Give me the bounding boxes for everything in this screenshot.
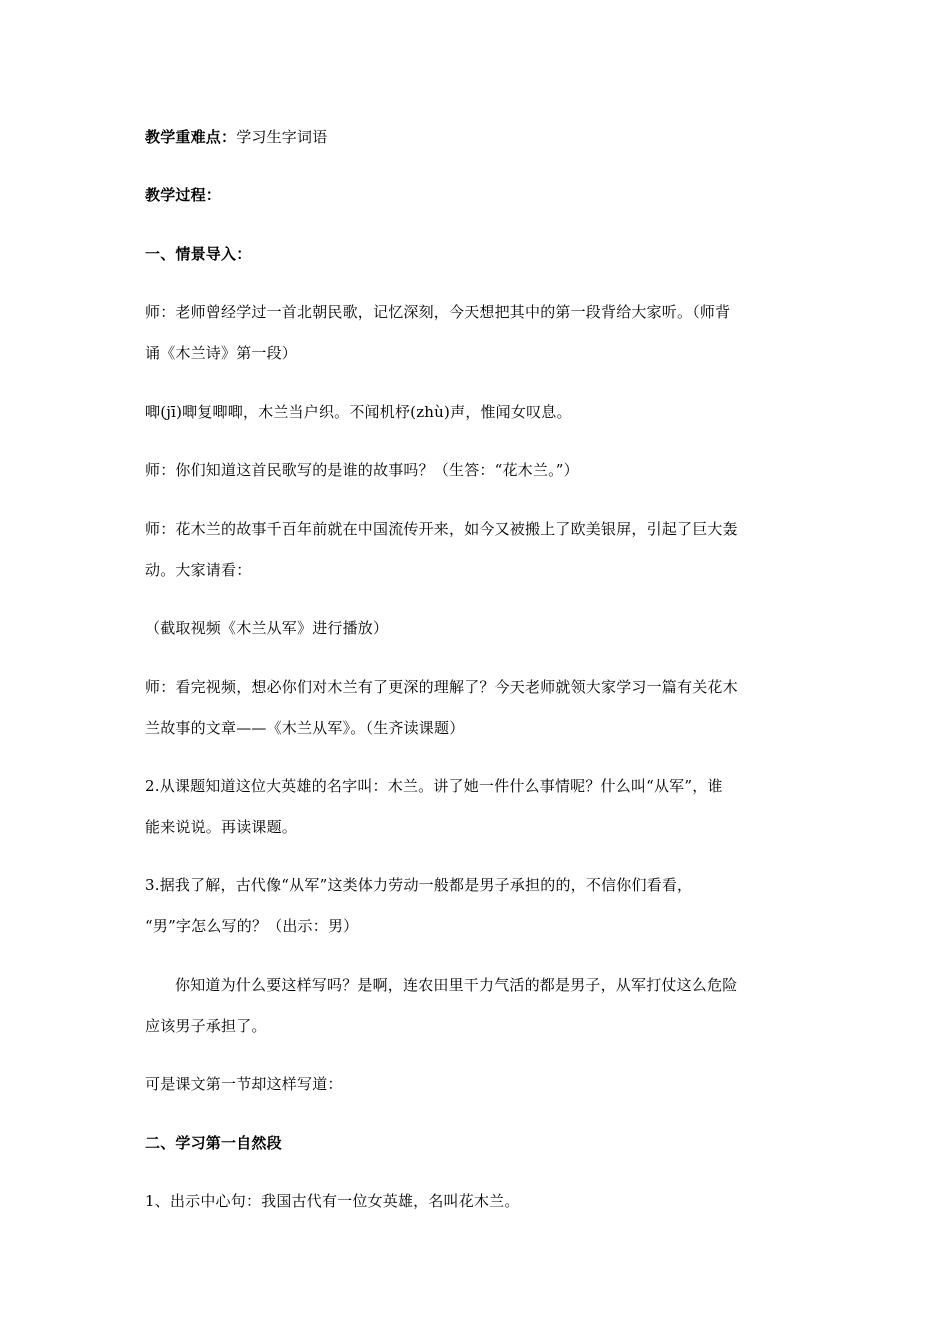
paragraph-7-line-2: “男”字怎么写的？（出示：男） xyxy=(145,917,359,935)
paragraph-8-line-1: 你知道为什么要这样写吗？是啊，连农田里干力气活的都是男子，从军打仗这么危险 xyxy=(175,976,738,994)
paragraph-6-line-1: 2.从课题知道这位大英雄的名字叫：木兰。讲了她一件什么事情呢？什么叫“从军”，谁 xyxy=(145,777,723,795)
paragraph-1-line-2: 诵《木兰诗》第一段） xyxy=(145,344,298,362)
key-points-label: 教学重难点： xyxy=(145,128,237,146)
paragraph-8-line-2: 应该男子承担了。 xyxy=(145,1017,267,1035)
paragraph-9: 可是课文第一节却这样写道： xyxy=(145,1075,343,1093)
section2-heading: 二、学习第一自然段 xyxy=(145,1134,282,1152)
paragraph-7-line-1: 3.据我了解，古代像“从军”这类体力劳动一般都是男子承担的的，不信你们看看， xyxy=(145,876,693,894)
paragraph-5-line-1: 师：看完视频，想必你们对木兰有了更深的理解了？今天老师就领大家学习一篇有关花木 xyxy=(145,678,738,696)
process-heading: 教学过程： xyxy=(145,186,222,204)
poem-line: 唧(jī)唧复唧唧，木兰当户织。不闻机杼(zhù)声，惟闻女叹息。 xyxy=(145,403,572,421)
paragraph-10: 1、出示中心句：我国古代有一位女英雄，名叫花木兰。 xyxy=(145,1192,520,1210)
paragraph-6-line-2: 能来说说。再读课题。 xyxy=(145,818,298,836)
key-points-text: 学习生字词语 xyxy=(236,128,328,146)
paragraph-5-line-2: 兰故事的文章——《木兰从军》。（生齐读课题） xyxy=(145,719,465,737)
key-points-line xyxy=(145,127,327,147)
paragraph-4: （截取视频《木兰从军》进行播放） xyxy=(145,619,389,637)
paragraph-3-line-1: 师：花木兰的故事千百年前就在中国流传开来，如今又被搬上了欧美银屏，引起了巨大轰 xyxy=(145,520,738,538)
paragraph-2: 师：你们知道这首民歌写的是谁的故事吗？（生答：“花木兰。”） xyxy=(145,461,579,479)
section1-heading: 一、情景导入： xyxy=(145,245,252,263)
paragraph-3-line-2: 动。大家请看： xyxy=(145,561,252,579)
paragraph-1-line-1: 师：老师曾经学过一首北朝民歌，记忆深刻，今天想把其中的第一段背给大家听。（师背 xyxy=(145,303,731,321)
